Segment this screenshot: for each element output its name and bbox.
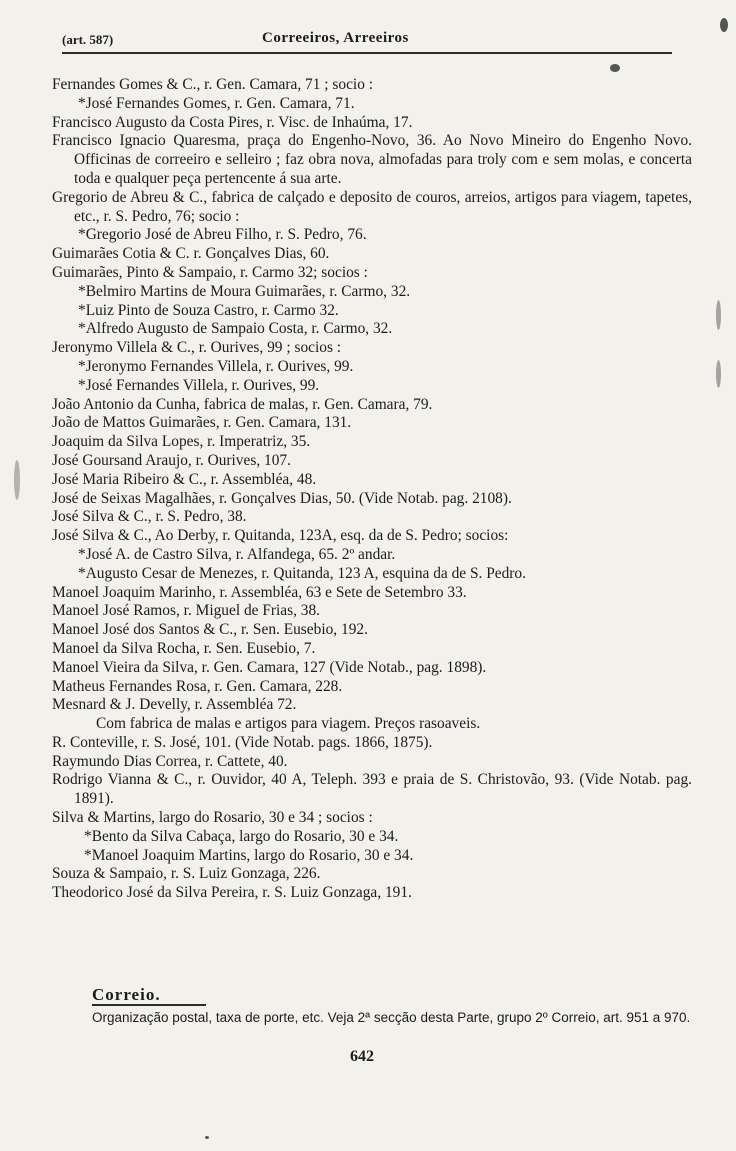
section-rule [92, 1004, 206, 1006]
directory-entry: Theodorico José da Silva Pereira, r. S. Luiz Gonzaga, 191. [52, 884, 412, 902]
scan-speck [720, 18, 728, 32]
directory-entry: João de Mattos Guimarães, r. Gen. Camara, 131. [52, 414, 352, 432]
article-reference: (art. 587) [62, 32, 114, 47]
directory-entry: Guimarães Cotia & C. r. Gonçalves Dias, 60. [52, 245, 330, 263]
header-rule [62, 52, 672, 54]
scan-speck [14, 460, 20, 500]
directory-entry: Silva & Martins, largo do Rosario, 30 e 34 ; socios : [52, 809, 373, 827]
directory-entry: Rodrigo Vianna & C., r. Ouvidor, 40 A, Teleph. 393 e praia de S. Christovão, 93. (Vide Notab. pag. 1891). [52, 771, 692, 808]
directory-entry: *Luiz Pinto de Souza Castro, r. Carmo 32. [78, 301, 339, 319]
directory-entry: Manoel José Ramos, r. Miguel de Frias, 38. [52, 602, 321, 620]
directory-entry: *José Fernandes Villela, r. Ourives, 99. [78, 376, 320, 394]
directory-entry: José Goursand Araujo, r. Ourives, 107. [52, 451, 291, 469]
directory-entry: Manoel José dos Santos & C., r. Sen. Eusebio, 192. [52, 621, 368, 639]
directory-list [52, 76, 692, 903]
directory-entry: Manoel Vieira da Silva, r. Gen. Camara, 127 (Vide Notab., pag. 1898). [52, 658, 487, 676]
directory-entry: Com fabrica de malas e artigos para viagem. Preços rasoaveis. [96, 715, 481, 733]
section-heading: Correio. [92, 985, 161, 1004]
scan-speck [610, 64, 620, 72]
directory-entry: Souza & Sampaio, r. S. Luiz Gonzaga, 226. [52, 865, 321, 883]
scan-speck [716, 300, 721, 330]
directory-entry: José Silva & C., r. S. Pedro, 38. [52, 508, 247, 526]
directory-entry: Raymundo Dias Correa, r. Cattete, 40. [52, 752, 288, 770]
directory-entry: Matheus Fernandes Rosa, r. Gen. Camara, 228. [52, 677, 343, 695]
directory-entry: *Gregorio José de Abreu Filho, r. S. Pedro, 76. [78, 226, 367, 244]
directory-entry: *Bento da Silva Cabaça, largo do Rosario, 30 e 34. [84, 827, 399, 845]
directory-entry: *Augusto Cesar de Menezes, r. Quitanda, 123 A, esquina da de S. Pedro. [78, 564, 526, 582]
directory-entry: Guimarães, Pinto & Sampaio, r. Carmo 32; socios : [52, 263, 368, 281]
directory-entry: *José Fernandes Gomes, r. Gen. Camara, 71. [78, 94, 355, 112]
directory-entry: *Belmiro Martins de Moura Guimarães, r. Carmo, 32. [78, 282, 411, 300]
directory-entry: Joaquim da Silva Lopes, r. Imperatriz, 35. [52, 433, 311, 451]
directory-entry: R. Conteville, r. S. José, 101. (Vide Notab. pags. 1866, 1875). [52, 733, 433, 751]
directory-entry: *José A. de Castro Silva, r. Alfandega, 65. 2º andar. [78, 545, 396, 563]
directory-entry: *Jeronymo Fernandes Villela, r. Ourives, 99. [78, 357, 354, 375]
page-number: 642 [350, 1048, 374, 1065]
running-title: Correeiros, Arreeiros [262, 30, 409, 46]
directory-entry: Mesnard & J. Develly, r. Assembléa 72. [52, 696, 297, 714]
directory-entry: Gregorio de Abreu & C., fabrica de calçado e deposito de couros, arreios, artigos para viagem, tapetes, etc., r. S. Pedro, 76; socio : [52, 188, 692, 225]
directory-entry: Jeronymo Villela & C., r. Ourives, 99 ; socios : [52, 339, 342, 357]
directory-entry: *Alfredo Augusto de Sampaio Costa, r. Carmo, 32. [78, 320, 393, 338]
scan-speck [716, 360, 721, 388]
directory-entry: Manoel Joaquim Marinho, r. Assembléa, 63 e Sete de Setembro 33. [52, 583, 467, 601]
page-header [62, 30, 670, 52]
section-note: Organização postal, taxa de porte, etc. Veja 2ª secção desta Parte, grupo 2º Correio, art. 951 a 970. [92, 1010, 691, 1025]
directory-entry: *Manoel Joaquim Martins, largo do Rosario, 30 e 34. [84, 846, 414, 864]
directory-entry: João Antonio da Cunha, fabrica de malas, r. Gen. Camara, 79. [52, 395, 433, 413]
directory-entry: Fernandes Gomes & C., r. Gen. Camara, 71 ; socio : [52, 76, 374, 93]
directory-entry: Manoel da Silva Rocha, r. Sen. Eusebio, 7. [52, 639, 316, 657]
directory-entry: Francisco Ignacio Quaresma, praça do Engenho-Novo, 36. Ao Novo Mineiro do Engenho Novo. Officinas de correeiro e selleiro ; faz obra nova, almofadas para troly com e sem molas, e concerta toda e qualquer peça pertencente á sua arte. [52, 132, 692, 187]
directory-entry: José Silva & C., Ao Derby, r. Quitanda, 123A, esq. da de S. Pedro; socios: [52, 527, 509, 545]
directory-entry: José de Seixas Magalhães, r. Gonçalves Dias, 50. (Vide Notab. pag. 2108). [52, 489, 512, 507]
scan-speck [205, 1136, 209, 1139]
directory-entry: Francisco Augusto da Costa Pires, r. Visc. de Inhaúma, 17. [52, 113, 413, 131]
directory-entry: José Maria Ribeiro & C., r. Assembléa, 48. [52, 470, 317, 488]
